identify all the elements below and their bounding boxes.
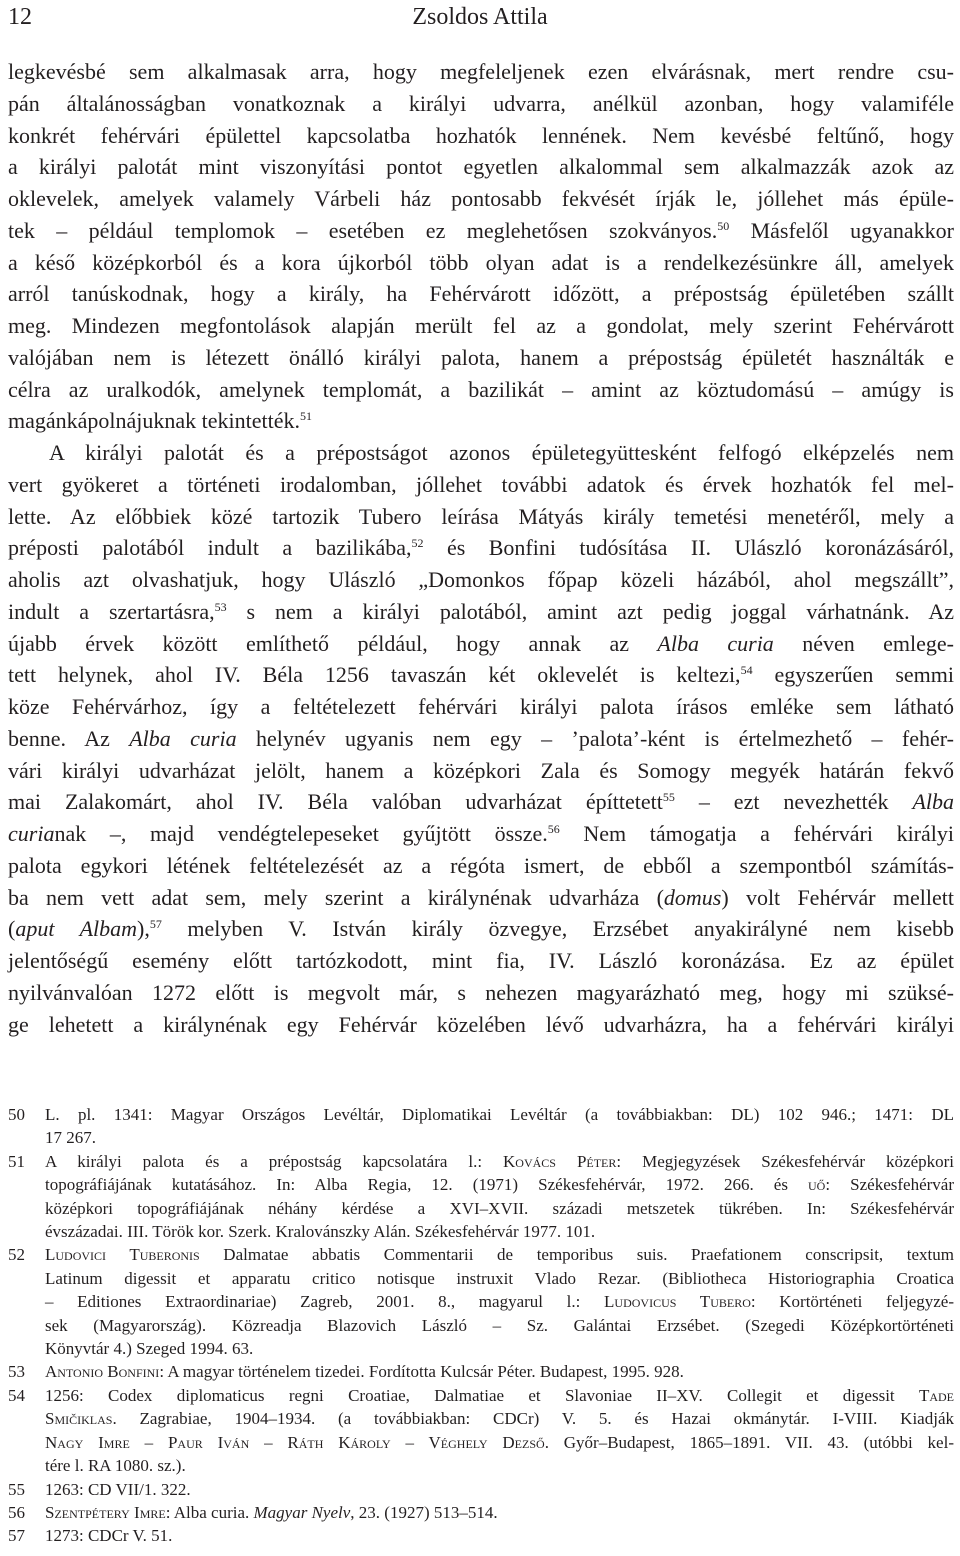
footnote-ref-52[interactable]: 52	[411, 536, 424, 551]
text-line: valójában nem is létezett önálló királyi palota, hanem a prépostság épületét használták e	[8, 344, 954, 370]
author-name: Szentpétery Imre	[45, 1502, 166, 1522]
footnote-ref-50[interactable]: 50	[717, 218, 730, 233]
text-segment: egyszerűen semmi	[752, 662, 955, 688]
italic-term: aput Albam	[15, 916, 138, 942]
text-segment: néven emlege-	[773, 630, 955, 656]
author-name: Kovács Péter	[503, 1151, 617, 1171]
footnote-ref-57[interactable]: 57	[149, 917, 162, 932]
footnote-text	[45, 1243, 954, 1360]
text-segment: benne. Az	[8, 725, 130, 751]
footnote-number: 57	[8, 1526, 25, 1546]
text-segment: Másfelől ugyanakkor	[729, 217, 955, 243]
footnote-line	[45, 1501, 954, 1524]
text-line: palota egykori létének feltételezését az a régóta ismert, de ebből a szempontból számítás-	[8, 852, 954, 878]
text-segment: és Bonfini tudósítása II. Ulászló koronázásáról,	[423, 535, 954, 561]
footnote-line	[45, 1431, 954, 1454]
main-text	[8, 56, 954, 1040]
footnote-number: 51	[8, 1151, 25, 1171]
text-line: konkrét fehérvári épülettel kapcsolatba hozhatók lennének. Nem kevésbé feltűnő, hogy	[8, 122, 954, 148]
footnote-line: tére l. RA 1080. sz.).	[45, 1456, 186, 1476]
page-number: 12	[8, 4, 32, 30]
paragraph-1	[8, 56, 954, 437]
author-name: Nagy Imre – Paur Iván – Ráth Károly – Véghely Dezső	[45, 1432, 545, 1452]
footnote-line	[45, 1407, 954, 1430]
text-line: aholis azt olvashatjuk, hogy Ulászló „Domonkos főpap közeli házából, ahol megszállt”,	[8, 567, 954, 592]
footnote-text	[45, 1360, 954, 1383]
italic-term: domus	[663, 884, 722, 910]
footnote-segment: – Editiones Extraordinariae) Zagreb, 2001. 8., magyarul l.:	[45, 1292, 605, 1312]
footnote-segment: : Megjegyzések Székesfehérvár középkori	[616, 1151, 955, 1171]
text-line: vert gyökeret a történeti irodalomban, jóllehet további adatok és érvek hozhatók fel mel-	[8, 471, 954, 497]
footnote-line: Latinum digessit et apparatu critico notisque instruxit Vlado Rezar. (Bibliotheca Historiographia Croatica	[45, 1268, 954, 1288]
footnote-text	[45, 1384, 954, 1478]
author-name: Smičiklas	[45, 1409, 113, 1429]
page-header	[8, 2, 952, 36]
footnote-segment: : Alba curia.	[165, 1502, 254, 1522]
running-head: Zsoldos Attila	[412, 4, 548, 30]
footnote-52	[8, 1243, 954, 1360]
footnote-line: 1273: CDCr V. 51.	[45, 1526, 173, 1546]
footnote-line	[45, 1150, 954, 1173]
footnote-56	[8, 1501, 954, 1524]
footnote-segment: : Kortörténeti feljegyzé-	[750, 1292, 954, 1312]
footnote-segment: : A magyar történelem tizedei. Fordította Kulcsár Péter. Budapest, 1995. 928.	[159, 1362, 684, 1382]
text-line	[8, 786, 954, 818]
footnote-text	[45, 1150, 954, 1244]
text-line	[8, 628, 954, 660]
italic-term: Alba curia	[129, 725, 237, 751]
footnote-segment: . Győr–Budapest, 1865–1891. VII. 43. (utóbbi kel-	[544, 1432, 954, 1452]
text-line: nyilvánvalóan 1272 előtt is megvolt már, s nehezen magyarázható meg, hogy mi szüksé-	[8, 979, 954, 1005]
footnote-line	[45, 1243, 954, 1266]
text-segment: préposti palotából indult a bazilikába,	[8, 535, 412, 561]
text-segment: ba nem vett adat sem, mely szerint a királynénak udvarháza (	[8, 884, 664, 910]
text-segment: tek – például templomok – esetében ez meglehetősen szokványos.	[8, 217, 718, 243]
text-line: a késő középkorból és a kora újkorból több olyan adat is a rendelkezésünkre áll, amelyek	[8, 249, 954, 275]
paragraph-2	[8, 437, 954, 1040]
text-segment: s nem a királyi palotából, amint azt pedig joggal várhatnánk. Az	[226, 598, 954, 624]
text-line	[8, 215, 954, 247]
text-line: jelentőségű esemény előtt tartózkodott, mint fia, IV. László koronázása. Ez az épület	[8, 948, 954, 973]
footnotes	[8, 1103, 954, 1548]
text-segment: melyben V. István király özvegye, Erzsébet anyakirályné nem kisebb	[161, 916, 954, 942]
text-segment: tett helynek, ahol IV. Béla 1256 tavaszán két oklevelét is keltezi,	[8, 662, 741, 688]
text-line	[8, 596, 954, 628]
footnote-ref-53[interactable]: 53	[214, 599, 227, 614]
footnote-text	[45, 1103, 954, 1150]
footnote-number: 50	[8, 1105, 25, 1124]
footnote-50	[8, 1103, 954, 1150]
text-line: meg. Mindezen megfontolások alapján merült fel az a gondolat, mely szerint Fehérvárott	[8, 313, 954, 338]
text-segment: magánkápolnájuknak tekintették.	[8, 408, 301, 434]
footnote-57	[8, 1524, 954, 1547]
text-segment: (	[8, 916, 16, 942]
footnote-line: 17 267.	[45, 1128, 96, 1148]
text-line: a királyi palotát mint viszonyítási pontot egyetlen alkalommal sem alkalmazzák azok az	[8, 154, 954, 180]
footnote-ref-54[interactable]: 54	[740, 663, 753, 678]
footnote-number: 56	[8, 1502, 25, 1522]
footnote-54	[8, 1384, 954, 1478]
text-line: A királyi palotát és a prépostságot azonos épületegyüttesként felfogó elképzelés nem	[49, 440, 954, 465]
footnote-line	[45, 1384, 954, 1407]
footnote-text	[45, 1478, 954, 1501]
text-line	[8, 882, 954, 914]
footnote-line: sek (Magyarország). Közreadja Blazovich László – Sz. Galántai Erzsébet. (Szegedi Középkortörténeti	[45, 1315, 954, 1335]
text-line	[8, 818, 954, 850]
text-line: célra az uralkodók, amelynek templomát, a bazilikát – amint az köztudomású – amúgy is	[8, 376, 954, 402]
text-segment: indult a szertartásra,	[8, 598, 215, 624]
footnote-line	[45, 1360, 954, 1383]
footnote-ref-51[interactable]: 51	[300, 409, 313, 424]
text-line	[8, 659, 954, 691]
text-segment: ) volt Fehérvár mellett	[721, 884, 954, 910]
text-segment: – ezt nevezhették	[674, 789, 913, 815]
text-segment: Nem támogatja a fehérvári királyi	[559, 821, 954, 846]
footnote-51	[8, 1150, 954, 1244]
footnote-53	[8, 1360, 954, 1383]
footnote-ref-55[interactable]: 55	[662, 790, 675, 805]
author-name: Antonio Bonfini	[45, 1362, 160, 1382]
text-line: pán általánosságban vonatkoznak a királyi udvarra, anélkül azonban, hogy valamiféle	[8, 90, 954, 116]
footnote-line: középkori topográfiájának néhány kérdése a XVI–XVII. századi metszetek tükrében. In: Székesfehérvár	[45, 1198, 954, 1218]
text-segment: helynév ugyanis nem egy – ’palota’-ként is értelmezhető – fehér-	[236, 725, 955, 751]
footnote-55	[8, 1478, 954, 1501]
footnote-segment: , 23. (1927) 513–514.	[350, 1502, 498, 1522]
footnote-segment: : Székesfehérvár	[825, 1175, 954, 1195]
text-line: legkevésbé sem alkalmasak arra, hogy megfeleljenek ezen elvárásnak, mert rendre csu-	[8, 59, 954, 84]
text-segment: mai Zalakomárt, ahol IV. Béla valóban udvarházat építtetett	[8, 789, 663, 815]
footnote-number: 55	[8, 1479, 25, 1499]
footnote-segment: A királyi palota és a prépostság kapcsolatára l.:	[45, 1151, 504, 1171]
text-line	[8, 405, 954, 437]
footnote-text	[45, 1501, 954, 1524]
text-segment: ),	[137, 916, 150, 942]
text-line: ge lehetett a királynénak egy Fehérvár közelében lévő udvarházra, ha a fehérvári királyi	[8, 1011, 954, 1037]
footnote-segment: Dalmatae abbatis Commentarii de temporibus suis. Praefationem conscripsit, textum	[199, 1245, 954, 1265]
text-line: köze Fehérvárhoz, így a feltételezett fehérvári királyi palota írásos emléke sem látható	[8, 694, 954, 719]
italic-term: Alba	[912, 789, 954, 815]
italic-term: Alba curia	[657, 630, 774, 656]
text-segment: nak –, majd vendégtelepeseket gyűjtött össze.	[54, 821, 548, 846]
text-segment: újabb érvek között említhető például, hogy annak az	[8, 630, 658, 656]
text-line: vári királyi udvarházat jelölt, hanem a középkori Zala és Somogy megyék határán fekvő	[8, 757, 954, 783]
author-name: Tade	[918, 1385, 954, 1405]
footnote-segment: topográfiájának kutatásához. In: Alba Regia, 12. (1971) Székesfehérvár, 1972. 266. és	[45, 1175, 809, 1195]
text-line	[8, 723, 954, 755]
footnote-number: 52	[8, 1245, 25, 1265]
footnote-number: 54	[8, 1385, 25, 1405]
text-line	[8, 532, 954, 564]
footnote-line	[45, 1290, 954, 1313]
text-line	[8, 913, 954, 945]
italic-term: curia	[8, 821, 55, 846]
author-name: Ludovici Tuberonis	[45, 1245, 200, 1265]
footnote-segment: 1256: Codex diplomaticus regni Croatiae, Dalmatiae et Slavoniae II–XV. Collegit et digessit	[45, 1385, 919, 1405]
text-line: oklevelek, amelyek valamely Várbeli ház pontosabb fekvését írják le, jóllehet más épüle-	[8, 186, 954, 211]
text-line: arról tanúskodnak, hogy a király, ha Fehérvárott időzött, a prépostság épületében szállt	[8, 281, 954, 307]
footnote-line	[45, 1173, 954, 1196]
text-line: lette. Az előbbiek közé tartozik Tubero leírása Mátyás király temetési menetéről, mely a	[8, 503, 954, 529]
footnote-line: évszázadai. III. Török kor. Szerk. Kralovánszky Alán. Székesfehérvár 1977. 101.	[45, 1222, 596, 1242]
author-name: uő	[808, 1175, 826, 1195]
footnote-text	[45, 1524, 954, 1547]
author-name: Ludovicus Tubero	[604, 1292, 751, 1312]
footnote-number: 53	[8, 1362, 25, 1382]
footnote-line: 1263: CD VII/1. 322.	[45, 1479, 191, 1499]
footnote-line: Könyvtár 4.) Szeged 1994. 63.	[45, 1339, 254, 1359]
footnote-line: L. pl. 1341: Magyar Országos Levéltár, Diplomatikai Levéltár (a továbbiakban: DL) 102 946.; 1471: DL	[45, 1105, 954, 1124]
footnote-ref-56[interactable]: 56	[547, 822, 560, 836]
footnote-segment: . Zagrabiae, 1904–1934. (a továbbiakban: CDCr) V. 5. és Hazai okmánytár. I-VIII. Kiadják	[112, 1409, 954, 1429]
journal-title: Magyar Nyelv	[253, 1502, 351, 1522]
